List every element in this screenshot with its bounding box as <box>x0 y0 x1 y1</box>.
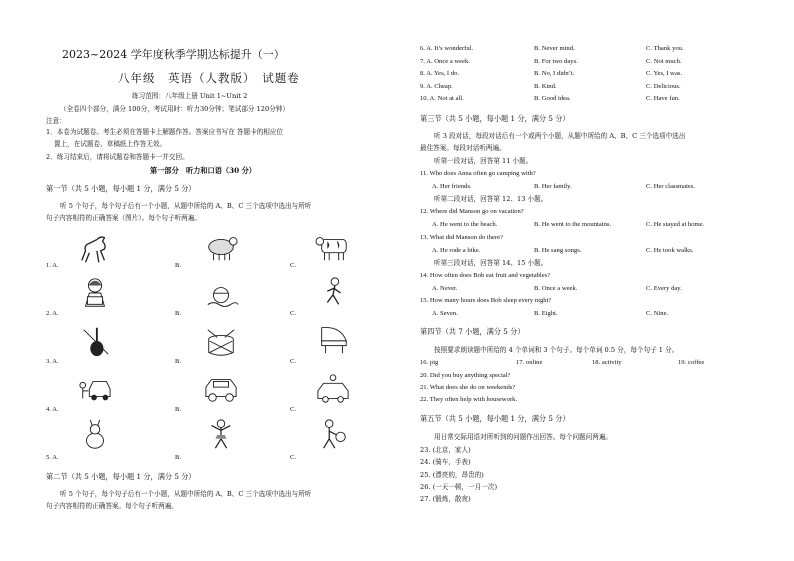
q3-label: 3. A. <box>46 358 59 365</box>
q14-option-a: A. Never. <box>432 285 458 292</box>
q7-option-c: C. Not much. <box>646 58 682 65</box>
q7-option-b: B. For two days. <box>534 58 578 65</box>
q15-option-c: C. Nine. <box>646 310 669 317</box>
answer-24: 24. (骑车，手表) <box>420 458 471 466</box>
q8-option-a: 8. A. Yes, I do. <box>420 70 460 77</box>
q14-option-b: B. Once a week. <box>534 285 578 292</box>
section4-title: 第四节（共 7 小题，满分 5 分） <box>420 327 525 336</box>
swimmer-icon[interactable] <box>202 280 240 314</box>
q4-option-c: C. <box>290 406 297 413</box>
note-1b: 置上，在试题卷、草稿纸上作答无效。 <box>54 140 167 148</box>
sentence-21: 21. What does she do on weekends? <box>420 384 516 391</box>
q2-option-b: B. <box>175 310 182 317</box>
exam-info: （全卷四个部分，满分 100分，考试用时：听力30分钟；笔试部分 120分钟） <box>60 105 289 113</box>
q10-option-a: 10. A. Not at all. <box>420 95 464 102</box>
q5-option-b: B. <box>175 454 182 461</box>
piano-icon[interactable] <box>314 322 352 356</box>
q1-option-c: C. <box>290 262 297 269</box>
mechanic-icon[interactable] <box>314 372 352 406</box>
q6-option-a: 6. A. It’s wonderful. <box>420 45 474 52</box>
sentence-22: 22. They often help with housework. <box>420 396 518 403</box>
section5-title: 第五节（共 5 小题，每小题 1 分，满分 5 分） <box>420 414 570 423</box>
section5-desc: 用日常交际用语对所听到的问题作出回答。每个问题问两遍。 <box>434 433 613 441</box>
q5-option-c: C. <box>290 454 297 461</box>
q3-option-c: C. <box>290 358 297 365</box>
section2-desc-1: 听 5 个句子，每个句子后有一个小题，从题中所给的 A、B、C 三个选项中选出与所听 <box>60 490 312 498</box>
q8-option-c: C. Yes, I was. <box>646 70 683 77</box>
q5-label: 5. A. <box>46 454 59 461</box>
q11-question: 11. Who does Anna often go camping with? <box>420 170 536 177</box>
q14-question: 14. How often does Bob eat fruit and vegetables? <box>420 272 551 279</box>
note-1a: 1．本卷为试题卷。考生必须在答题卡上解题作答。答案应书写在 答题卡的相应位 <box>46 128 284 136</box>
car-wash-icon[interactable] <box>76 372 114 406</box>
violin-icon[interactable] <box>76 324 114 358</box>
q2-option-c: C. <box>290 310 297 317</box>
q1-option-b: B. <box>175 262 182 269</box>
q13-option-a: A. He rode a bike. <box>432 247 481 254</box>
sentence-20: 20. Did you buy anything special? <box>420 372 511 379</box>
q9-option-b: B. Kind. <box>534 83 557 90</box>
q12-question: 12. Where did Manson go on vacation? <box>420 208 524 215</box>
word-18: 18. activity <box>592 359 622 366</box>
section1-desc-1: 听 5 个句子，每个句子后有一个小题，从题中所给的 A、B、C 三个选项中选出与所听 <box>60 202 312 210</box>
section4-desc: 按照要求朗读题中所给的 4 个单词和 3 个句子。每个单词 0.5 分，每个句子 1 分。 <box>434 346 679 354</box>
q12-option-c: C. He stayed at home. <box>646 221 705 228</box>
q4-option-b: B. <box>175 406 182 413</box>
answer-26: 26. (一天一顿，一月一次) <box>420 483 498 491</box>
q6-option-b: B. Never mind. <box>534 45 575 52</box>
section3-desc-2: 最佳答案。每段对话听两遍。 <box>420 144 506 152</box>
q8-option-b: B. No, I didn’t. <box>534 70 575 77</box>
drum-icon[interactable] <box>202 326 240 360</box>
section1-desc-2: 句子内容相符的正确答案（图片）。每个句子听两遍。 <box>46 214 201 222</box>
q9-option-a: 9. A. Cheap. <box>420 83 453 90</box>
exam-subtitle: 八年级 英语（人教版） 试题卷 <box>118 71 300 85</box>
dancer-icon[interactable] <box>202 418 240 452</box>
q6-option-c: C. Thank you. <box>646 45 684 52</box>
q9-option-c: C. Delicious. <box>646 83 681 90</box>
q11-option-a: A. Her friends. <box>432 183 472 190</box>
q2-label: 2. A. <box>46 310 59 317</box>
q12-option-b: B. He went to the mountains. <box>534 221 612 228</box>
word-17: 17. online <box>516 359 543 366</box>
q11-option-c: C. Her classmates. <box>646 183 696 190</box>
q15-question: 15. How many hours does Bob sleep every night? <box>420 297 552 304</box>
section1-title: 第一节（共 5 小题，每小题 1 分，满分 5 分） <box>46 184 196 193</box>
left-column <box>40 0 390 561</box>
exam-scope: 练习范围：八年级上册 Unit 1~Unit 2 <box>132 92 248 100</box>
notes-label: 注意： <box>46 117 66 125</box>
section2-title: 第二节（共 5 小题，每小题 1 分，满分 5 分） <box>46 472 196 481</box>
q12-option-a: A. He went to the beach. <box>432 221 498 228</box>
q13-option-c: C. He took walks. <box>646 247 694 254</box>
runner-icon[interactable] <box>314 276 352 310</box>
section2-desc-2: 句子内容相符的正确答案。每个句子听两遍。 <box>46 502 178 510</box>
dialogue-1-note: 听第一段对话，回答第 11 小题。 <box>434 157 533 165</box>
dialogue-3-note: 听第三段对话，回答第 14、15 小题。 <box>434 259 548 267</box>
q15-option-a: A. Seven. <box>432 310 458 317</box>
exam-title: 2023~2024 学年度秋季学期达标提升（一） <box>62 48 285 61</box>
q13-option-b: B. He sang songs. <box>534 247 582 254</box>
section3-desc-1: 听 3 段对话，每段对话后有一个或两个小题，从题中所给的 A、B、C 三个选项中选出 <box>434 132 686 140</box>
sheep-icon[interactable] <box>202 230 240 264</box>
q13-question: 13. What did Manson do there? <box>420 234 504 241</box>
q7-option-a: 7. A. Once a week. <box>420 58 470 65</box>
horse-icon[interactable] <box>76 232 114 266</box>
girl-reading-icon[interactable] <box>76 276 114 310</box>
note-2: 2．练习结束后，请将试题卷和答题卡一并交回。 <box>46 153 189 161</box>
dialogue-2-note: 听第二段对话，回答第 12、13 小题。 <box>434 195 548 203</box>
q14-option-c: C. Every day. <box>646 285 682 292</box>
answer-25: 25. (漂亮的，昂贵的) <box>420 471 484 479</box>
bunny-icon[interactable] <box>76 418 114 452</box>
cow-icon[interactable] <box>314 230 352 264</box>
basketball-player-icon[interactable] <box>314 418 352 452</box>
jeep-icon[interactable] <box>202 372 240 406</box>
right-column <box>412 0 762 561</box>
answer-23: 23. (北京，家人) <box>420 446 471 454</box>
answer-27: 27. (锻炼，散夜) <box>420 495 471 503</box>
q11-option-b: B. Her family. <box>534 183 572 190</box>
q1-label: 1. A. <box>46 262 59 269</box>
q4-label: 4. A. <box>46 406 59 413</box>
q10-option-b: B. Good idea. <box>534 95 571 102</box>
q10-option-c: C. Have fun. <box>646 95 680 102</box>
section3-title: 第三节（共 5 小题，每小题 1 分，满分 5 分） <box>420 114 570 123</box>
q3-option-b: B. <box>175 358 182 365</box>
word-19: 19. coffee <box>678 359 705 366</box>
q15-option-b: B. Eight. <box>534 310 558 317</box>
part1-title: 第一部分 听力和口语（30 分） <box>150 166 256 175</box>
word-16: 16. pig <box>420 359 439 366</box>
